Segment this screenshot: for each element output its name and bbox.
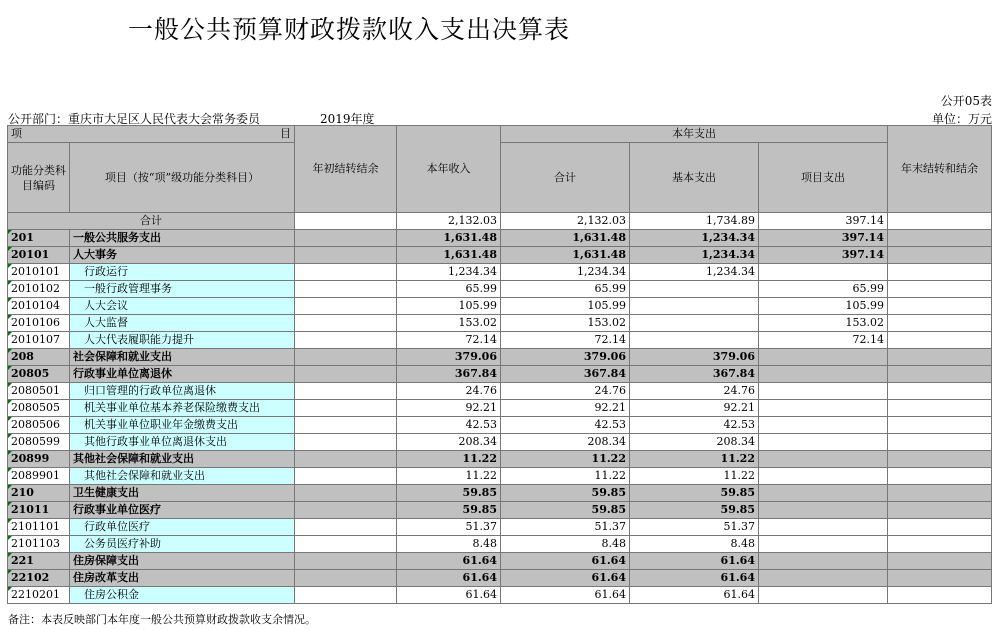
- cell-name: 行政事业单位医疗: [70, 502, 295, 519]
- cell-end: [888, 519, 992, 536]
- cell-project: [759, 451, 888, 468]
- cell-code: 2010107: [8, 332, 70, 349]
- cell-income: 51.37: [397, 519, 501, 536]
- cell-total: 153.02: [501, 315, 630, 332]
- table-row: [8, 264, 992, 281]
- table-row: [8, 587, 992, 604]
- total-end: [888, 213, 992, 230]
- cell-code: 2080599: [8, 434, 70, 451]
- cell-end: [888, 332, 992, 349]
- cell-name: 一般公共服务支出: [70, 230, 295, 247]
- cell-code: 20805: [8, 366, 70, 383]
- cell-end: [888, 315, 992, 332]
- cell-end: [888, 502, 992, 519]
- cell-total: 59.85: [501, 485, 630, 502]
- unit-label: 单位：万元: [931, 112, 992, 126]
- cell-total: 61.64: [501, 570, 630, 587]
- cell-income: 61.64: [397, 553, 501, 570]
- cell-name: 其他社会保障和就业支出: [70, 451, 295, 468]
- cell-project: [759, 264, 888, 281]
- cell-begin: [295, 519, 397, 536]
- cell-project: [759, 383, 888, 400]
- cell-income: 61.64: [397, 587, 501, 604]
- cell-name: 其他行政事业单位离退休支出: [70, 434, 295, 451]
- cell-project: [759, 400, 888, 417]
- cell-code: 208: [8, 349, 70, 366]
- cell-project: [759, 553, 888, 570]
- table-row: [8, 298, 992, 315]
- cell-project: [759, 417, 888, 434]
- cell-project: 72.14: [759, 332, 888, 349]
- cell-end: [888, 417, 992, 434]
- cell-basic: 61.64: [630, 570, 759, 587]
- cell-code: 2010101: [8, 264, 70, 281]
- cell-total: 1,234.34: [501, 264, 630, 281]
- cell-code: 2010106: [8, 315, 70, 332]
- cell-basic: [630, 315, 759, 332]
- cell-name: 机关事业单位基本养老保险缴费支出: [70, 400, 295, 417]
- cell-income: 92.21: [397, 400, 501, 417]
- cell-project: 105.99: [759, 298, 888, 315]
- cell-project: [759, 434, 888, 451]
- total-begin: [295, 213, 397, 230]
- cell-begin: [295, 298, 397, 315]
- total-basic: 1,734.89: [630, 213, 759, 230]
- cell-basic: 208.34: [630, 434, 759, 451]
- cell-begin: [295, 383, 397, 400]
- income-header: 本年收入: [397, 126, 501, 213]
- footnote: 备注：本表反映部门本年度一般公共预算财政拨款收支余情况。: [8, 613, 316, 626]
- form-code: 公开05表: [940, 94, 992, 108]
- cell-total: 42.53: [501, 417, 630, 434]
- table-row: [8, 315, 992, 332]
- cell-total: 11.22: [501, 451, 630, 468]
- cell-total: 59.85: [501, 502, 630, 519]
- cell-income: 59.85: [397, 485, 501, 502]
- cell-begin: [295, 451, 397, 468]
- cell-income: 379.06: [397, 349, 501, 366]
- cell-income: 65.99: [397, 281, 501, 298]
- table-row: [8, 570, 992, 587]
- cell-name: 其他社会保障和就业支出: [70, 468, 295, 485]
- cell-project: [759, 485, 888, 502]
- cell-code: 2010102: [8, 281, 70, 298]
- cell-project: 153.02: [759, 315, 888, 332]
- cell-project: [759, 587, 888, 604]
- item-header: [8, 126, 295, 143]
- cell-basic: 61.64: [630, 587, 759, 604]
- cell-total: 367.84: [501, 366, 630, 383]
- cell-code: 2101103: [8, 536, 70, 553]
- total-header: 合计: [501, 143, 630, 213]
- cell-code: 2089901: [8, 468, 70, 485]
- cell-total: 72.14: [501, 332, 630, 349]
- cell-basic: 11.22: [630, 451, 759, 468]
- cell-end: [888, 468, 992, 485]
- cell-begin: [295, 349, 397, 366]
- cell-name: 机关事业单位职业年金缴费支出: [70, 417, 295, 434]
- cell-income: 105.99: [397, 298, 501, 315]
- end-balance-header: 年末结转和结余: [888, 126, 992, 213]
- cell-begin: [295, 485, 397, 502]
- cell-code: 2101101: [8, 519, 70, 536]
- cell-begin: [295, 553, 397, 570]
- cell-project: [759, 349, 888, 366]
- cell-name: 人大会议: [70, 298, 295, 315]
- cell-begin: [295, 400, 397, 417]
- cell-income: 11.22: [397, 451, 501, 468]
- cell-code: 2080501: [8, 383, 70, 400]
- cell-end: [888, 553, 992, 570]
- table-row: [8, 417, 992, 434]
- cell-end: [888, 400, 992, 417]
- cell-income: 59.85: [397, 502, 501, 519]
- table-row: [8, 485, 992, 502]
- cell-total: 61.64: [501, 587, 630, 604]
- cell-total: 1,631.48: [501, 230, 630, 247]
- project-header: 项目支出: [759, 143, 888, 213]
- cell-name: 住房保障支出: [70, 553, 295, 570]
- page-title: 一般公共预算财政拨款收入支出决算表: [128, 15, 571, 44]
- cell-code: 20899: [8, 451, 70, 468]
- cell-end: [888, 366, 992, 383]
- item-header-end: 目: [280, 127, 291, 140]
- cell-end: [888, 434, 992, 451]
- cell-project: [759, 502, 888, 519]
- cell-name: 归口管理的行政单位离退休: [70, 383, 295, 400]
- cell-name: 一般行政管理事务: [70, 281, 295, 298]
- cell-begin: [295, 502, 397, 519]
- cell-income: 1,234.34: [397, 264, 501, 281]
- cell-end: [888, 349, 992, 366]
- table-row: [8, 519, 992, 536]
- cell-income: 367.84: [397, 366, 501, 383]
- cell-basic: 59.85: [630, 502, 759, 519]
- cell-end: [888, 264, 992, 281]
- cell-code: 2080505: [8, 400, 70, 417]
- cell-basic: 1,234.34: [630, 230, 759, 247]
- table-row: [8, 536, 992, 553]
- cell-total: 24.76: [501, 383, 630, 400]
- cell-project: [759, 468, 888, 485]
- cell-total: 61.64: [501, 553, 630, 570]
- cell-total: 65.99: [501, 281, 630, 298]
- cell-basic: 92.21: [630, 400, 759, 417]
- cell-income: 72.14: [397, 332, 501, 349]
- cell-income: 61.64: [397, 570, 501, 587]
- cell-total: 11.22: [501, 468, 630, 485]
- cell-income: 24.76: [397, 383, 501, 400]
- cell-project: [759, 519, 888, 536]
- cell-basic: 1,234.34: [630, 264, 759, 281]
- cell-end: [888, 298, 992, 315]
- cell-project: [759, 536, 888, 553]
- total-income: 2,132.03: [397, 213, 501, 230]
- cell-basic: 1,234.34: [630, 247, 759, 264]
- cell-end: [888, 230, 992, 247]
- table-row: [8, 468, 992, 485]
- cell-basic: 379.06: [630, 349, 759, 366]
- table-row: [8, 383, 992, 400]
- cell-name: 住房改革支出: [70, 570, 295, 587]
- cell-basic: 51.37: [630, 519, 759, 536]
- cell-total: 379.06: [501, 349, 630, 366]
- cell-total: 208.34: [501, 434, 630, 451]
- cell-total: 92.21: [501, 400, 630, 417]
- total-project: 397.14: [759, 213, 888, 230]
- cell-basic: 61.64: [630, 553, 759, 570]
- name-header: 项目（按“项”级功能分类科目）: [70, 143, 295, 213]
- cell-name: 人大监督: [70, 315, 295, 332]
- cell-begin: [295, 281, 397, 298]
- cell-code: 21011: [8, 502, 70, 519]
- cell-begin: [295, 468, 397, 485]
- cell-income: 1,631.48: [397, 247, 501, 264]
- cell-begin: [295, 536, 397, 553]
- cell-basic: 11.22: [630, 468, 759, 485]
- expense-header: 本年支出: [501, 126, 888, 143]
- table-row: [8, 230, 992, 247]
- cell-begin: [295, 366, 397, 383]
- table-row: [8, 553, 992, 570]
- cell-end: [888, 451, 992, 468]
- item-header-start: 项: [11, 127, 22, 140]
- department-label: 公开部门：重庆市大足区人民代表大会常务委员: [8, 112, 261, 126]
- cell-name: 行政运行: [70, 264, 295, 281]
- cell-project: 397.14: [759, 247, 888, 264]
- budget-table: [7, 125, 992, 604]
- cell-code: 210: [8, 485, 70, 502]
- cell-begin: [295, 264, 397, 281]
- cell-income: 42.53: [397, 417, 501, 434]
- cell-code: 2010104: [8, 298, 70, 315]
- table-row: [8, 502, 992, 519]
- table-row: [8, 400, 992, 417]
- cell-income: 1,631.48: [397, 230, 501, 247]
- cell-begin: [295, 315, 397, 332]
- total-label: 合计: [8, 213, 295, 230]
- cell-project: 397.14: [759, 230, 888, 247]
- cell-basic: 24.76: [630, 383, 759, 400]
- cell-begin: [295, 434, 397, 451]
- cell-income: 8.48: [397, 536, 501, 553]
- begin-balance-header: 年初结转结余: [295, 126, 397, 213]
- cell-end: [888, 536, 992, 553]
- cell-basic: 59.85: [630, 485, 759, 502]
- cell-code: 22102: [8, 570, 70, 587]
- cell-basic: [630, 281, 759, 298]
- cell-basic: [630, 298, 759, 315]
- cell-name: 住房公积金: [70, 587, 295, 604]
- cell-name: 行政单位医疗: [70, 519, 295, 536]
- cell-basic: 367.84: [630, 366, 759, 383]
- cell-end: [888, 587, 992, 604]
- cell-begin: [295, 247, 397, 264]
- cell-end: [888, 570, 992, 587]
- total-sum: 2,132.03: [501, 213, 630, 230]
- cell-name: 社会保障和就业支出: [70, 349, 295, 366]
- cell-begin: [295, 417, 397, 434]
- table-row: [8, 281, 992, 298]
- cell-basic: 8.48: [630, 536, 759, 553]
- code-header: 功能分类科目编码: [8, 143, 70, 213]
- cell-begin: [295, 332, 397, 349]
- cell-code: 221: [8, 553, 70, 570]
- cell-end: [888, 247, 992, 264]
- table-row: [8, 366, 992, 383]
- cell-end: [888, 485, 992, 502]
- cell-total: 51.37: [501, 519, 630, 536]
- cell-basic: 42.53: [630, 417, 759, 434]
- cell-end: [888, 383, 992, 400]
- table-row: [8, 434, 992, 451]
- cell-name: 人大代表履职能力提升: [70, 332, 295, 349]
- cell-basic: [630, 332, 759, 349]
- cell-begin: [295, 587, 397, 604]
- cell-total: 8.48: [501, 536, 630, 553]
- table-row: [8, 451, 992, 468]
- cell-project: [759, 570, 888, 587]
- cell-begin: [295, 230, 397, 247]
- table-row: [8, 332, 992, 349]
- cell-begin: [295, 570, 397, 587]
- cell-code: 2210201: [8, 587, 70, 604]
- cell-name: 卫生健康支出: [70, 485, 295, 502]
- cell-total: 105.99: [501, 298, 630, 315]
- cell-total: 1,631.48: [501, 247, 630, 264]
- cell-code: 2080506: [8, 417, 70, 434]
- cell-income: 208.34: [397, 434, 501, 451]
- cell-income: 11.22: [397, 468, 501, 485]
- cell-project: [759, 366, 888, 383]
- total-row: [8, 213, 992, 230]
- cell-name: 行政事业单位离退休: [70, 366, 295, 383]
- cell-project: 65.99: [759, 281, 888, 298]
- table-row: [8, 247, 992, 264]
- basic-header: 基本支出: [630, 143, 759, 213]
- cell-code: 20101: [8, 247, 70, 264]
- cell-income: 153.02: [397, 315, 501, 332]
- fiscal-year: 2019年度: [320, 112, 375, 126]
- cell-end: [888, 281, 992, 298]
- cell-name: 人大事务: [70, 247, 295, 264]
- cell-name: 公务员医疗补助: [70, 536, 295, 553]
- cell-code: 201: [8, 230, 70, 247]
- table-row: [8, 349, 992, 366]
